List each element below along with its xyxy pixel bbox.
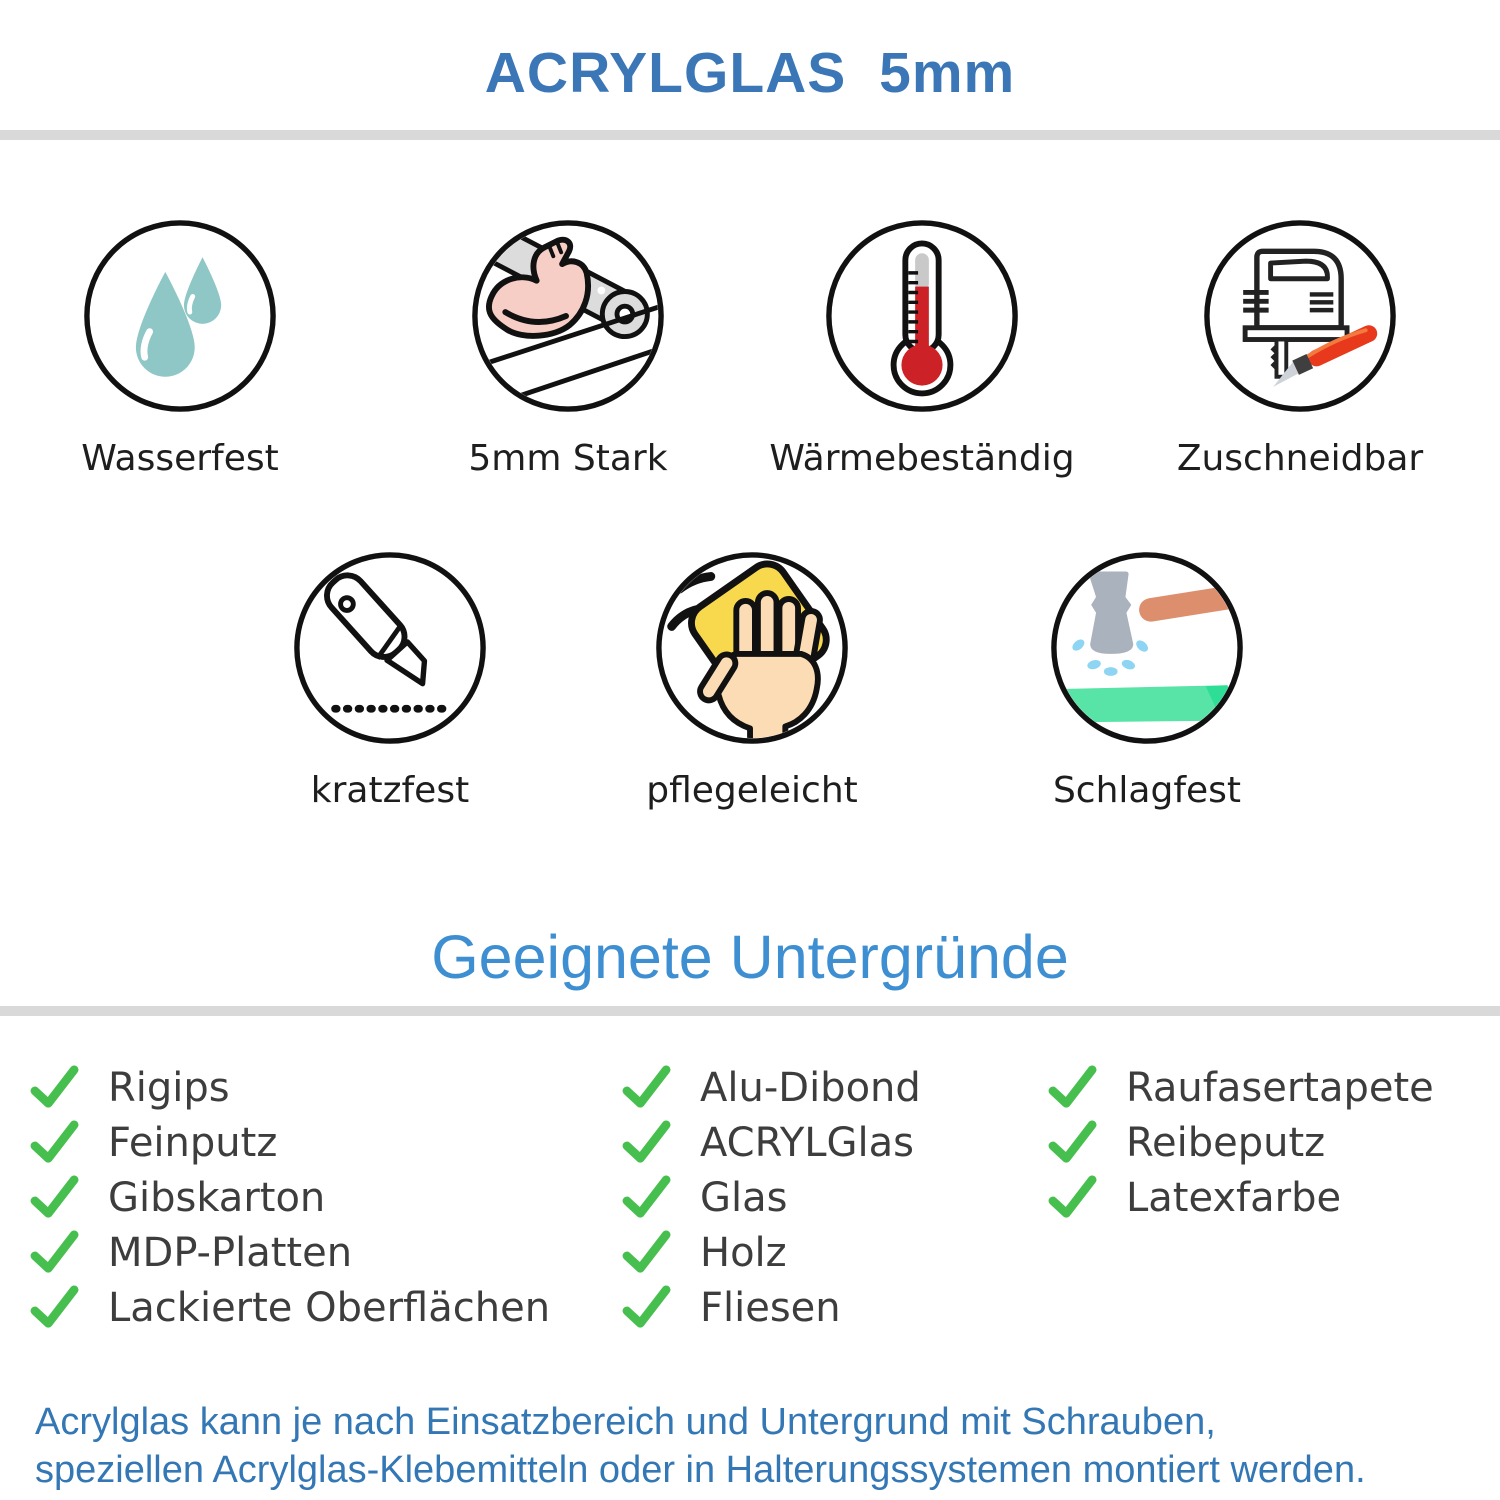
substrate-item: [1048, 1121, 1434, 1165]
check-icon: [30, 1120, 80, 1166]
substrate-label: ACRYLGlas: [700, 1120, 915, 1166]
check-icon: [622, 1065, 672, 1111]
strong-arm-icon: [470, 218, 666, 414]
feature-kratzfest: [220, 550, 560, 811]
thermometer-icon: [824, 218, 1020, 414]
substrate-label: Glas: [700, 1175, 788, 1221]
substrate-label: Lackierte Oberflächen: [108, 1285, 551, 1331]
feature-label: Schlagfest: [1052, 770, 1242, 811]
substrate-item: [30, 1176, 550, 1220]
divider: [0, 1006, 1500, 1016]
substrate-item: [30, 1286, 550, 1330]
feature-label: Wasserfest: [81, 438, 279, 479]
footer-note: [35, 1398, 1475, 1494]
footer-line-1: Acrylglas kann je nach Einsatzbereich und Untergrund mit Schrauben,: [35, 1401, 1216, 1443]
check-icon: [30, 1285, 80, 1331]
substrate-label: Holz: [700, 1230, 787, 1276]
check-icon: [30, 1230, 80, 1276]
check-icon: [30, 1065, 80, 1111]
substrate-label: Raufasertapete: [1126, 1065, 1434, 1111]
substrate-item: [622, 1231, 921, 1275]
substrate-item: [622, 1066, 921, 1110]
feature-label: 5mm Stark: [468, 438, 668, 479]
substrate-label: Gibskarton: [108, 1175, 326, 1221]
feature-label: pflegeleicht: [646, 770, 858, 811]
substrates-heading: Geeignete Untergründe: [431, 923, 1069, 991]
substrate-item: [1048, 1066, 1434, 1110]
check-icon: [622, 1285, 672, 1331]
substrate-label: Feinputz: [108, 1120, 278, 1166]
check-icon: [1048, 1120, 1098, 1166]
check-icon: [1048, 1065, 1098, 1111]
wiping-hand-icon: [654, 550, 850, 746]
feature-waermebestaendig: [752, 218, 1092, 479]
check-icon: [30, 1175, 80, 1221]
substrate-label: Reibeputz: [1126, 1120, 1326, 1166]
substrate-column-1: [30, 1066, 550, 1341]
feature-zuschneidbar: [1130, 218, 1470, 479]
feature-label: Wärmebeständig: [769, 438, 1075, 479]
substrate-label: Latexfarbe: [1126, 1175, 1342, 1221]
substrate-item: [622, 1176, 921, 1220]
substrate-column-3: [1048, 1066, 1434, 1231]
check-icon: [622, 1230, 672, 1276]
substrate-item: [30, 1121, 550, 1165]
hammer-icon: [1049, 550, 1245, 746]
feature-label: Zuschneidbar: [1176, 438, 1424, 479]
divider: [0, 130, 1500, 140]
page-title: ACRYLGLAS 5mm: [484, 41, 1016, 105]
check-icon: [622, 1120, 672, 1166]
substrate-label: Fliesen: [700, 1285, 841, 1331]
feature-schlagfest: [977, 550, 1317, 811]
footer-line-2: speziellen Acrylglas-Klebemitteln oder in Halterungssystemen montiert werden.: [35, 1449, 1366, 1491]
water-drops-icon: [82, 218, 278, 414]
substrate-item: [622, 1286, 921, 1330]
substrate-item: [1048, 1176, 1434, 1220]
jigsaw-cutter-icon: [1202, 218, 1398, 414]
check-icon: [1048, 1175, 1098, 1221]
feature-5mm-stark: [398, 218, 738, 479]
utility-knife-icon: [292, 550, 488, 746]
substrate-column-2: [622, 1066, 921, 1341]
substrate-item: [622, 1121, 921, 1165]
feature-pflegeleicht: [582, 550, 922, 811]
substrate-item: [30, 1231, 550, 1275]
feature-label: kratzfest: [310, 770, 470, 811]
substrate-label: MDP-Platten: [108, 1230, 353, 1276]
substrate-item: [30, 1066, 550, 1110]
substrate-label: Alu-Dibond: [700, 1065, 921, 1111]
substrate-label: Rigips: [108, 1065, 230, 1111]
check-icon: [622, 1175, 672, 1221]
feature-wasserfest: [10, 218, 350, 479]
